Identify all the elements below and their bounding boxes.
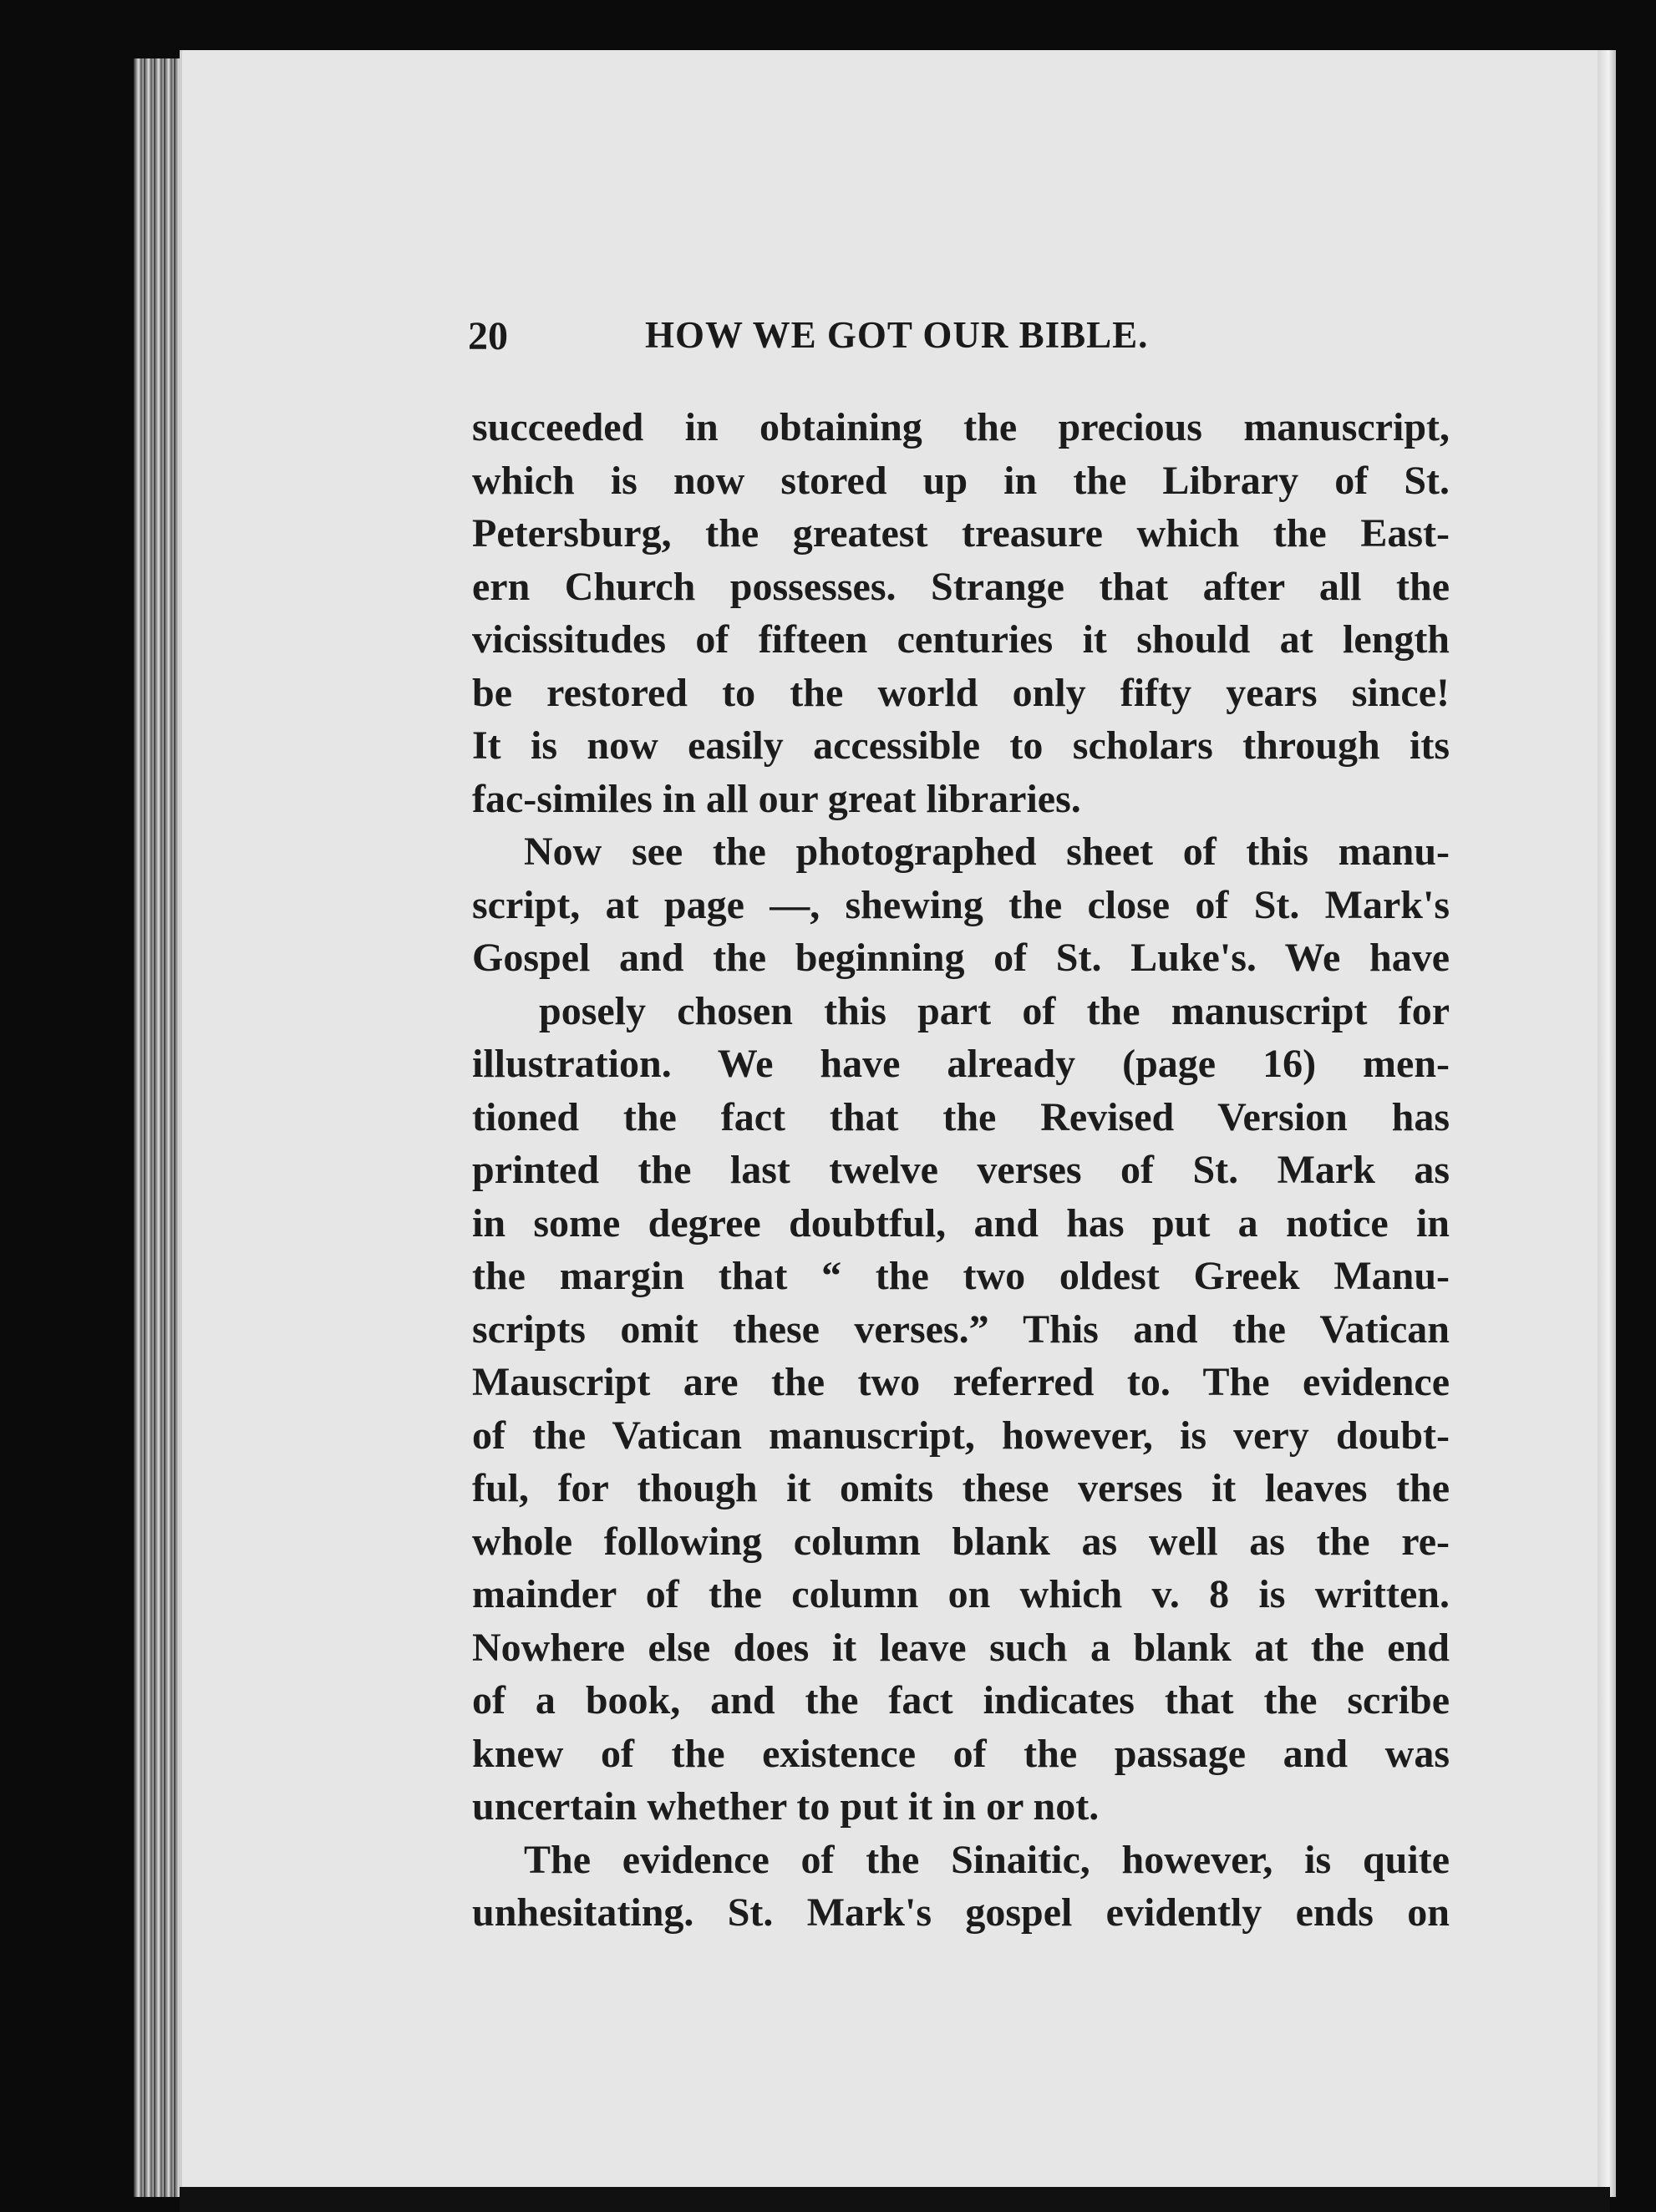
page-number: 20 bbox=[468, 314, 508, 358]
text-line: knew of the existence of the passage and was bbox=[472, 1731, 1450, 1776]
text-line: Gospel and the beginning of St. Luke's. We have bbox=[472, 936, 1450, 980]
page-header bbox=[468, 313, 1445, 363]
running-title: HOW WE GOT OUR BIBLE. bbox=[645, 314, 1149, 356]
text-line: mainder of the column on which v. 8 is written. bbox=[472, 1572, 1450, 1616]
page-bottom-shadow bbox=[180, 2187, 1610, 2212]
text-line: Petersburg, the greatest treasure which the East- bbox=[472, 511, 1450, 556]
text-line: ern Church possesses. Strange that after all the bbox=[472, 564, 1450, 609]
book-binding-edge bbox=[134, 58, 184, 2197]
text-line: It is now easily accessible to scholars through its bbox=[472, 723, 1450, 768]
text-line: Now see the photographed sheet of this manu- bbox=[524, 830, 1450, 874]
text-line: illustration. We have already (page 16) men- bbox=[472, 1042, 1450, 1086]
text-line: of a book, and the fact indicates that the scribe bbox=[472, 1678, 1450, 1722]
text-line: succeeded in obtaining the precious manuscript, bbox=[472, 405, 1450, 449]
body-text bbox=[472, 401, 1450, 1940]
text-line: The evidence of the Sinaitic, however, is quite bbox=[524, 1837, 1450, 1882]
text-line: script, at page —, shewing the close of St. Mark's bbox=[472, 882, 1450, 927]
text-line: vicissitudes of fifteen centuries it should at length bbox=[472, 617, 1450, 662]
text-line: Nowhere else does it leave such a blank at the end bbox=[472, 1625, 1450, 1670]
text-line: uncertain whether to put it in or not. bbox=[472, 1784, 1100, 1829]
text-line: ful, for though it omits these verses it leaves the bbox=[472, 1466, 1450, 1510]
text-line: posely chosen this part of the manuscript for bbox=[539, 988, 1450, 1033]
text-line: be restored to the world only fifty years since! bbox=[472, 670, 1450, 715]
text-line: which is now stored up in the Library of St. bbox=[472, 458, 1450, 503]
text-line: scripts omit these verses.” This and the Vatican bbox=[472, 1306, 1450, 1352]
text-line: the margin that “ the two oldest Greek Manu- bbox=[472, 1254, 1450, 1298]
text-line: in some degree doubtful, and has put a notice in bbox=[472, 1200, 1450, 1246]
text-line: of the Vatican manuscript, however, is very doubt- bbox=[472, 1413, 1450, 1458]
page-right-edge bbox=[1598, 50, 1616, 2197]
text-line: Mauscript are the two referred to. The evidence bbox=[472, 1360, 1450, 1404]
text-line: unhesitating. St. Mark's gospel evidently ends on bbox=[472, 1890, 1450, 1935]
text-line: tioned the fact that the Revised Version has bbox=[472, 1094, 1450, 1139]
text-line: printed the last twelve verses of St. Mark as bbox=[472, 1148, 1450, 1192]
text-line: fac-similes in all our great libraries. bbox=[472, 776, 1081, 821]
text-line: whole following column blank as well as the re- bbox=[472, 1519, 1450, 1564]
